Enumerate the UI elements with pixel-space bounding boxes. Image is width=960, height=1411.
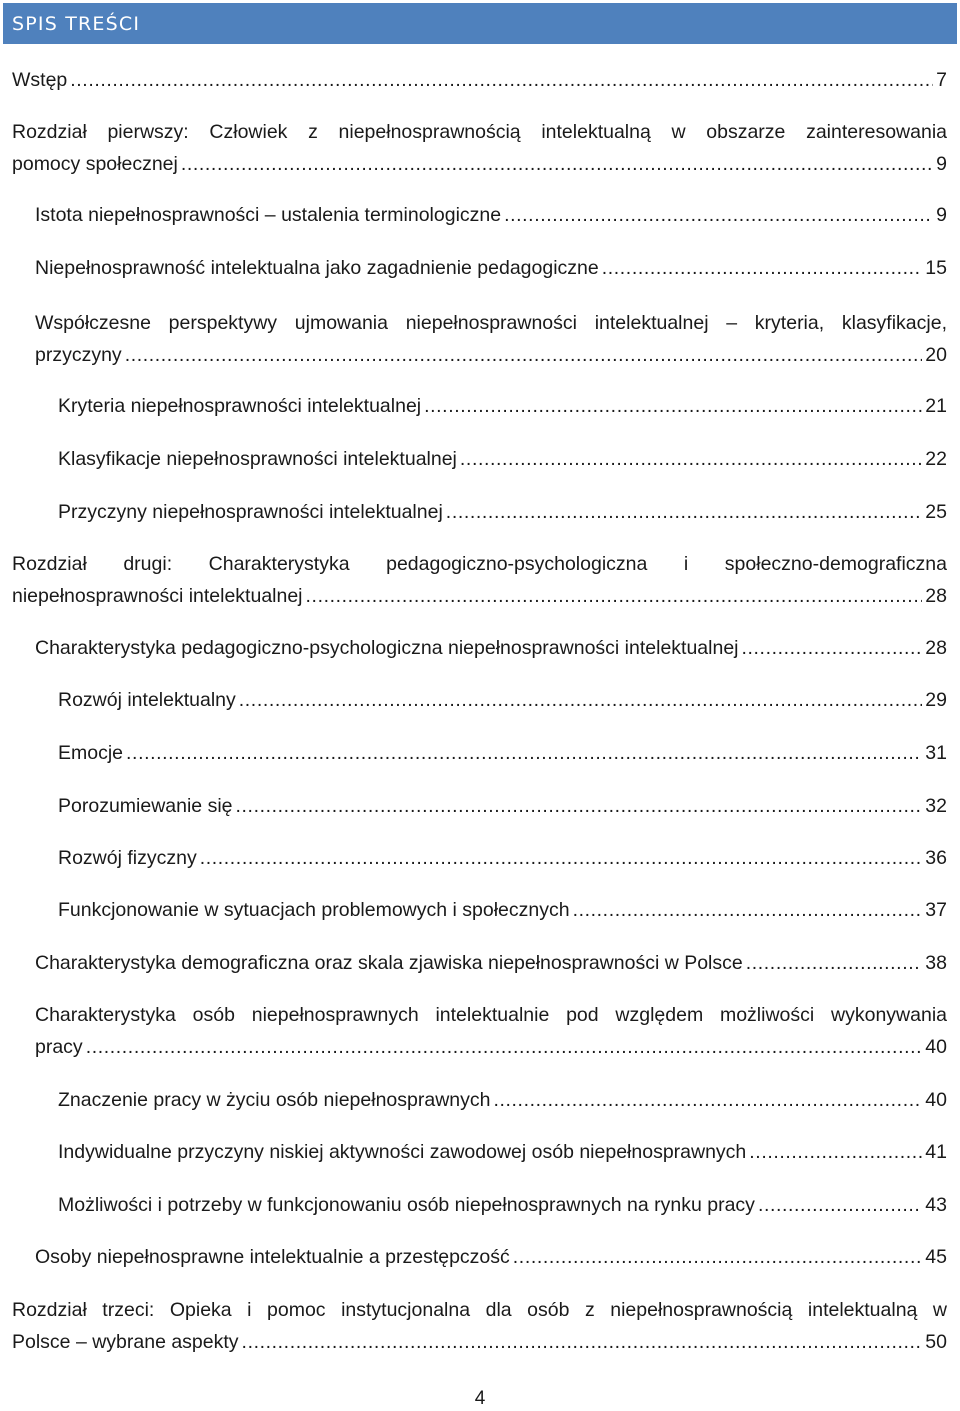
toc-entry[interactable] [35, 999, 947, 1063]
toc-entry[interactable] [35, 632, 947, 664]
toc-entry-page: 15 [925, 257, 947, 279]
dot-leader [70, 64, 933, 96]
toc-entry-row [35, 339, 947, 371]
toc-entry-row [58, 1189, 947, 1221]
toc-entry-row [58, 496, 947, 528]
toc-entry[interactable] [35, 1241, 947, 1273]
toc-entry[interactable] [58, 390, 947, 422]
toc-entry-page: 29 [925, 689, 947, 711]
toc-entry-title-line: Współczesne perspektywy ujmowania niepełnosprawności intelektualnej – kryteria, klasyfikacje, [35, 312, 947, 334]
dot-leader [758, 1189, 922, 1221]
toc-entry-title: Rozwój fizyczny [58, 847, 197, 869]
dot-leader [446, 496, 923, 528]
dot-leader [504, 199, 933, 231]
toc-entry-page: 36 [925, 847, 947, 869]
toc-entry-row [12, 148, 947, 180]
dot-leader [742, 632, 923, 664]
toc-title: SPIS TREŚCI [12, 12, 141, 35]
toc-entry-title: Istota niepełnosprawności – ustalenia terminologiczne [35, 204, 502, 226]
toc-entry-page: 43 [925, 1194, 947, 1216]
dot-leader [236, 790, 923, 822]
dot-leader [749, 1136, 922, 1168]
toc-entry-title: Porozumiewanie się [58, 795, 233, 817]
toc-entry-title: Znaczenie pracy w życiu osób niepełnosprawnych [58, 1089, 491, 1111]
toc-entry-title-line: Rozdział pierwszy: Człowiek z niepełnosprawnością intelektualną w obszarze zainteresowania [12, 121, 947, 143]
toc-entry[interactable] [35, 947, 947, 979]
toc-entry[interactable] [12, 548, 947, 612]
toc-entry[interactable] [12, 64, 947, 96]
toc-entry-row [58, 842, 947, 874]
toc-entry[interactable] [12, 116, 947, 180]
toc-entry-page: 9 [936, 204, 947, 226]
toc-entry-title: pomocy społecznej [12, 153, 178, 175]
toc-entry-row [35, 252, 947, 284]
toc-entry-page: 37 [925, 899, 947, 921]
toc-entry[interactable] [58, 496, 947, 528]
toc-entry-title: przyczyny [35, 344, 122, 366]
toc-entry-row [12, 64, 947, 96]
toc-entry[interactable] [58, 1189, 947, 1221]
dot-leader [239, 684, 923, 716]
dot-leader [513, 1241, 923, 1273]
toc-entry-row [35, 632, 947, 664]
toc-entry-title: Indywidualne przyczyny niskiej aktywności zawodowej osób niepełnosprawnych [58, 1141, 747, 1163]
toc-entry-title: Rozwój intelektualny [58, 689, 236, 711]
dot-leader [602, 252, 923, 284]
toc-entry-page: 22 [925, 448, 947, 470]
toc-entry[interactable] [58, 842, 947, 874]
dot-leader [746, 947, 923, 979]
toc-entry-title: Emocje [58, 742, 124, 764]
toc-entry[interactable] [58, 1136, 947, 1168]
toc-entry-page: 25 [925, 501, 947, 523]
dot-leader [242, 1326, 923, 1358]
toc-entry-row [12, 1326, 947, 1358]
toc-entry-row [35, 1241, 947, 1273]
toc-entry[interactable] [12, 1294, 947, 1358]
toc-entry-page: 31 [925, 742, 947, 764]
toc-entry[interactable] [35, 252, 947, 284]
toc-entry-page: 28 [925, 637, 947, 659]
toc-entry-row [58, 684, 947, 716]
toc-entry-title: Przyczyny niepełnosprawności intelektualnej [58, 501, 443, 523]
toc-entry-page: 45 [925, 1246, 947, 1268]
toc-entry-page: 20 [925, 344, 947, 366]
toc-entry-title: pracy [35, 1036, 83, 1058]
dot-leader [460, 443, 922, 475]
toc-entry[interactable] [58, 790, 947, 822]
dot-leader [200, 842, 923, 874]
toc-entry-page: 41 [925, 1141, 947, 1163]
toc-entry-page: 40 [925, 1089, 947, 1111]
toc-entry[interactable] [35, 199, 947, 231]
toc-entry-title: Charakterystyka pedagogiczno-psychologiczna niepełnosprawności intelektualnej [35, 637, 739, 659]
toc-entry[interactable] [58, 894, 947, 926]
toc-entry-page: 28 [925, 585, 947, 607]
dot-leader [306, 580, 923, 612]
dot-leader [125, 339, 923, 371]
toc-entry-title: Niepełnosprawność intelektualna jako zagadnienie pedagogiczne [35, 257, 599, 279]
toc-entry-page: 50 [925, 1331, 947, 1353]
toc-entry-title-line: Rozdział drugi: Charakterystyka pedagogiczno-psychologiczna i społeczno-demograficzna [12, 553, 947, 575]
toc-entry-row [12, 580, 947, 612]
toc-entry-title: Polsce – wybrane aspekty [12, 1331, 239, 1353]
toc-entry-row [58, 1136, 947, 1168]
toc-entry-title: Charakterystyka demograficzna oraz skala zjawiska niepełnosprawności w Polsce [35, 952, 743, 974]
toc-entry-page: 7 [936, 69, 947, 91]
toc-entry-row [58, 790, 947, 822]
toc-entry-page: 38 [925, 952, 947, 974]
toc-entry-row [58, 894, 947, 926]
toc-entry-row [58, 390, 947, 422]
dot-leader [424, 390, 922, 422]
dot-leader [573, 894, 923, 926]
toc-entry-row [35, 199, 947, 231]
toc-entry-title: Osoby niepełnosprawne intelektualnie a przestępczość [35, 1246, 510, 1268]
toc-entry-row [58, 1084, 947, 1116]
toc-entry-title: Funkcjonowanie w sytuacjach problemowych i społecznych [58, 899, 570, 921]
toc-entry-title: Kryteria niepełnosprawności intelektualnej [58, 395, 422, 417]
page-number: 4 [474, 1388, 486, 1409]
toc-entry-title: niepełnosprawności intelektualnej [12, 585, 303, 607]
toc-entry-page: 40 [925, 1036, 947, 1058]
dot-leader [493, 1084, 922, 1116]
toc-entry-row [58, 443, 947, 475]
toc-entry-row [35, 1031, 947, 1063]
toc-entry[interactable] [58, 737, 947, 769]
toc-entry-page: 9 [936, 153, 947, 175]
toc-entry[interactable] [58, 684, 947, 716]
toc-entry-title: Klasyfikacje niepełnosprawności intelektualnej [58, 448, 457, 470]
toc-entry[interactable] [58, 1084, 947, 1116]
toc-entry-row [35, 947, 947, 979]
dot-leader [181, 148, 933, 180]
toc-entry[interactable] [58, 443, 947, 475]
toc-entry-row [58, 737, 947, 769]
dot-leader [86, 1031, 923, 1063]
toc-entry-page: 32 [925, 795, 947, 817]
toc-entry-title: Możliwości i potrzeby w funkcjonowaniu osób niepełnosprawnych na rynku pracy [58, 1194, 755, 1216]
toc-entry[interactable] [35, 307, 947, 371]
dot-leader [126, 737, 922, 769]
toc-entry-title: Wstęp [12, 69, 68, 91]
toc-entry-page: 21 [925, 395, 947, 417]
toc-entry-title-line: Rozdział trzeci: Opieka i pomoc instytucjonalna dla osób z niepełnosprawnością intelektualną w [12, 1299, 947, 1321]
toc-entry-title-line: Charakterystyka osób niepełnosprawnych intelektualnie pod względem możliwości wykonywania [35, 1004, 947, 1026]
